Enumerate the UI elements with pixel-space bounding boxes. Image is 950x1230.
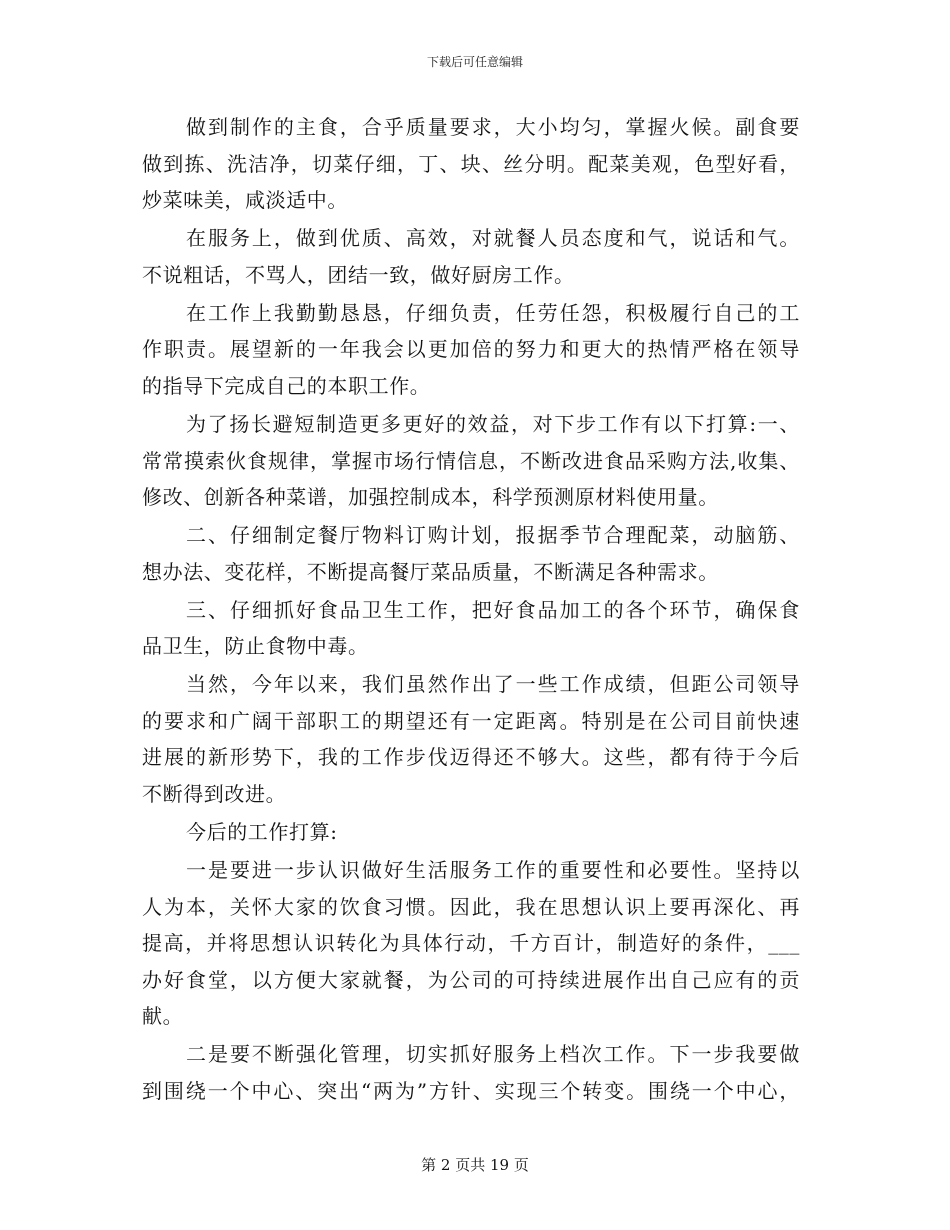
text-line: 到围绕一个中心、突出“两为”方针、实现三个转变。围绕一个中心， (142, 1078, 800, 1103)
download-note-header: 下载后可任意编辑 (426, 55, 523, 69)
text-line: 做到制作的主食，合乎质量要求，大小均匀，掌握火候。副食要 (186, 115, 800, 139)
paragraph-10 (142, 1036, 800, 1109)
paragraph-5 (142, 517, 800, 590)
document-body (142, 109, 800, 1110)
text-line: 在服务上，做到优质、高效，对就餐人员态度和气，说话和气。 (186, 226, 800, 251)
page-number: 第 2 页共 19 页 (421, 1156, 529, 1174)
text-line: 一是要进一步认识做好生活服务工作的重要性和必要性。坚持以 (186, 858, 800, 882)
text-line: 办好食堂，以方便大家就餐，为公司的可持续进展作出自己应有的贡 (142, 967, 800, 992)
paragraph-4 (142, 406, 800, 516)
text-line: 的要求和广阔干部职工的期望还有一定距离。特别是在公司目前快速 (142, 708, 800, 733)
text-line: 想办法、变花样，不断提高餐厅菜品质量，不断满足各种需求。 (142, 559, 719, 584)
text-line: 献。 (142, 1004, 184, 1029)
text-line: 提高，并将思想认识转化为具体行动，千方百计，制造好的条件，___ (142, 931, 800, 956)
text-line: 人为本，关怀大家的饮食习惯。因此，我在思想认识上要再深化、再 (142, 894, 800, 919)
text-line: 今后的工作打算: (186, 820, 338, 845)
text-line: 炒菜味美，咸淡适中。 (142, 188, 348, 213)
text-line: 不说粗话，不骂人，团结一致，做好厨房工作。 (142, 262, 575, 287)
text-line: 不断得到改进。 (142, 782, 287, 807)
text-line: 做到拣、洗洁净，切菜仔细，丁、块、丝分明。配菜美观，色型好看， (142, 151, 800, 176)
paragraph-2 (142, 220, 800, 293)
text-line: 三、仔细抓好食品卫生工作，把好食品加工的各个环节，确保食 (186, 597, 800, 622)
paragraph-7 (142, 666, 800, 812)
paragraph-9 (142, 852, 800, 1035)
paragraph-3 (142, 295, 800, 405)
text-line: 为了扬长避短制造更多更好的效益，对下步工作有以下打算:一、 (186, 411, 800, 436)
text-line: 品卫生，防止食物中毒。 (142, 634, 369, 659)
text-line: 在工作上我勤勤恳恳，仔细负责，任劳任怨，积极履行自己的工 (186, 300, 800, 325)
text-line: 二是要不断强化管理，切实抓好服务上档次工作。下一步我要做 (186, 1042, 800, 1067)
text-line: 二、仔细制定餐厅物料订购计划，报据季节合理配菜，动脑筋、 (186, 523, 800, 548)
text-line: 常常摸索伙食规律，掌握市场行情信息，不断改进食品采购方法,收集、 (142, 448, 800, 473)
text-line: 作职责。展望新的一年我会以更加倍的努力和更大的热情严格在领导 (142, 337, 800, 362)
text-line: 当然，今年以来，我们虽然作出了一些工作成绩，但距公司领导 (186, 672, 800, 697)
text-line: 进展的新形势下，我的工作步伐迈得还不够大。这些，都有待于今后 (142, 745, 800, 770)
paragraph-6 (142, 592, 800, 665)
text-line: 的指导下完成自己的本职工作。 (142, 373, 431, 398)
paragraph-8 (142, 814, 800, 851)
paragraph-1 (142, 109, 800, 219)
text-line: 修改、创新各种菜谱，加强控制成本，科学预测原材料使用量。 (142, 485, 719, 510)
